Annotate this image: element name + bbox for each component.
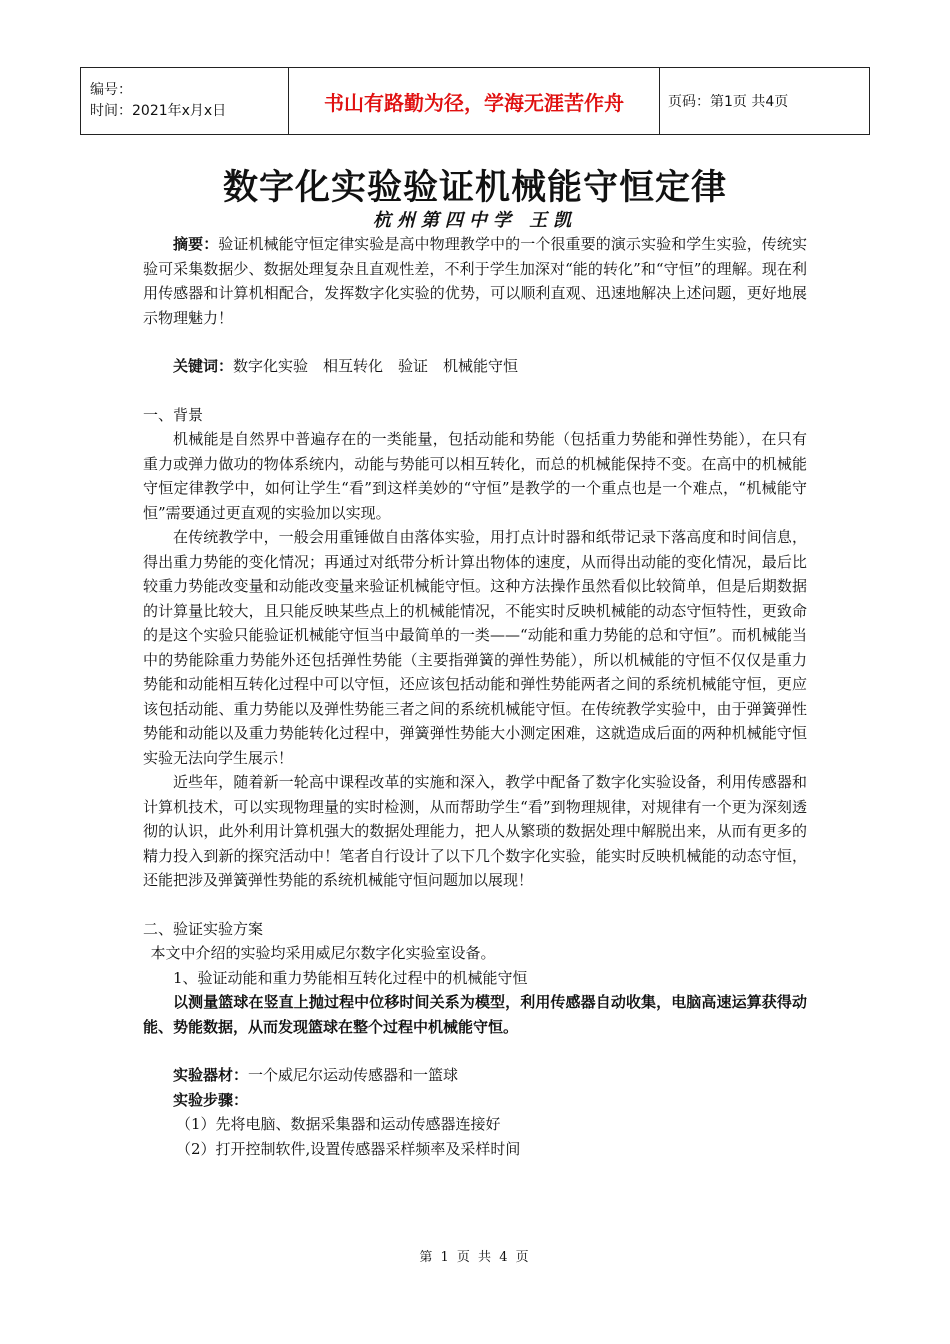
subsection-heading: 1、验证动能和重力势能相互转化过程中的机械能守恒	[173, 968, 528, 987]
abstract-text: 验证机械能守恒定律实验是高中物理教学中的一个很重要的演示实验和学生实验，传统实验可采集数据少、数据处理复杂且直观性差，不利于学生加深对“能的转化”和“守恒”的理解。现在利用传感器和计算机相配合，发挥数字化实验的优势，可以顺利直观、迅速地解决上述问题，更好地展示物理魅力！	[143, 235, 807, 327]
paragraph: 在传统教学中，一般会用重锤做自由落体实验，用打点计时器和纸带记录下落高度和时间信息，得出重力势能的变化情况；再通过对纸带分析计算出物体的速度，从而得出动能的变化情况，最后比较重力势能改变量和动能改变量来验证机械能守恒。这种方法操作虽然看似比较简单，但是后期数据的计算量比较大，且只能反映某些点上的机械能情况，不能实时反映机械能的动态守恒特性，更致命的是这个实验只能验证机械能守恒当中最简单的一类——“动能和重力势能的总和守恒”。而机械能当中的势能除重力势能外还包括弹性势能（主要指弹簧的弹性势能），所以机械能的守恒不仅仅是重力势能和动能相互转化过程中可以守恒，还应该包括动能和弹性势能两者之间的系统机械能守恒，更应该包括动能、重力势能以及弹性势能三者之间的系统机械能守恒。在传统教学实验中，由于弹簧弹性势能和动能以及重力势能转化过程中，弹簧弹性势能大小测定困难，这就造成后面的两种机械能守恒实验无法向学生展示！	[143, 528, 807, 767]
header-page-info: 页码：第1页 共4页	[660, 68, 870, 135]
steps-label: 实验步骤：	[173, 1090, 249, 1109]
paragraph: 机械能是自然界中普遍存在的一类能量，包括动能和势能（包括重力势能和弹性势能），在只有重力或弹力做功的物体系统内，动能与势能可以相互转化，而总的机械能保持不变。在高中的机械能守恒定律教学中，如何让学生“看”到这样美妙的“守恒”是教学的一个重点也是一个难点，“机械能守恒”需要通过更直观的实验加以实现。	[143, 430, 807, 522]
experiment-summary: 以测量篮球在竖直上抛过程中位移时间关系为模型，利用传感器自动收集，电脑高速运算获得动能、势能数据，从而发现篮球在整个过程中机械能守恒。	[143, 993, 807, 1036]
document-author: 杭州第四中学 王凯	[372, 210, 578, 231]
paragraph: 近些年，随着新一轮高中课程改革的实施和深入，教学中配备了数字化实验设备，利用传感器和计算机技术，可以实现物理量的实时检测，从而帮助学生“看”到物理规律，对规律有一个更为深刻透彻的认识，此外利用计算机强大的数据处理能力，把人从繁琐的数据处理中解脱出来，从而有更多的精力投入到新的探究活动中！笔者自行设计了以下几个数字化实验，能实时反映机械能的动态守恒，还能把涉及弹簧弹性势能的系统机械能守恒问题加以展现！	[143, 773, 807, 889]
step-item: （2）打开控制软件,设置传感器采样频率及采样时间	[176, 1139, 521, 1158]
abstract	[143, 232, 807, 330]
document-date: 时间：2021年x月x日	[90, 103, 227, 119]
equipment-label: 实验器材：	[173, 1066, 249, 1084]
header-meta	[81, 68, 289, 135]
section-heading-experiment: 二、验证实验方案	[143, 919, 264, 938]
section-intro: 本文中介绍的实验均采用威尼尔数字化实验室设备。	[150, 944, 496, 962]
step-item: （1）先将电脑、数据采集器和运动传感器连接好	[176, 1115, 501, 1133]
keywords-text: 数字化实验 相互转化 验证 机械能守恒	[233, 357, 519, 375]
keywords-label: 关键词：	[173, 357, 234, 375]
document-body	[143, 232, 807, 1161]
document-number-label: 编号：	[90, 82, 132, 98]
section-heading-background: 一、背景	[143, 405, 204, 424]
keywords	[143, 354, 807, 379]
equipment-text: 一个威尼尔运动传感器和一篮球	[248, 1066, 459, 1084]
page-footer: 第 1 页 共 4 页	[419, 1250, 531, 1265]
abstract-label: 摘要：	[173, 235, 219, 253]
document-title: 数字化实验验证机械能守恒定律	[222, 168, 727, 208]
equipment	[143, 1063, 807, 1088]
document-header	[80, 67, 870, 135]
header-motto: 书山有路勤为径，学海无涯苦作舟	[289, 68, 660, 135]
